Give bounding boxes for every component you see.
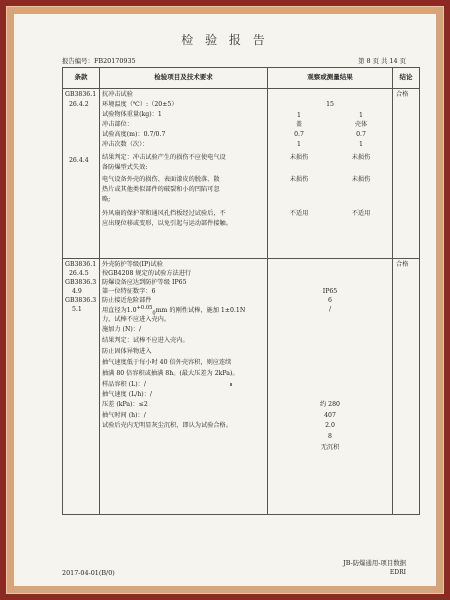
header-requirements: 检验项目及技术要求 xyxy=(100,68,268,89)
certification-logo: EDRI xyxy=(389,569,406,577)
results-cell: 15 1 1 盖 壳体 0.7 0.7 1 1 未损伤 未损伤 未损伤 未损伤 不适用 不适用 xyxy=(268,89,393,259)
requirements-cell: 外壳防护等级(IP)试验 按GB4208 规定的试验方法进行 防爆设备应达到防护等级 IP65 第一位特征数字：6 防止接近危险部件 用直径为$1.0^{+0.05}_0mm$ 的刚性试棒，施加 1±0.1N 力，试棒不应进入壳内。 施加力 (N)：/ 结果判定：试棒不应进入壳内。 防止固体异物进入 抽气速度低于每小时 40 倍外壳容积，则应连续 抽满 80 倍容积或抽满 8h。(最大压差为 2kPa)。 样品容积 (L)：/ 抽气速度 (L/h)：/ 压差 (kPa)：≤2 抽气时间 (h)：/ 试验后壳内无明显灰尘沉积，即认为试验合格。 xyxy=(100,259,268,515)
table-row xyxy=(63,89,420,259)
results-cell: IP65 6 / 约 280 407 2.0 8 无沉积 xyxy=(268,259,393,515)
clause-cell: GB3836.1 26.4.5 GB3836.3 4.9 GB3836.3 5.1 xyxy=(63,259,100,515)
page-title: 检 验 报 告 xyxy=(181,33,269,47)
header-clause: 条款 xyxy=(63,68,100,89)
ink-speck xyxy=(230,383,232,386)
form-revision: 2017-04-01(B/0) xyxy=(62,569,115,577)
report-number: 报告编号：FB20170935 xyxy=(62,57,136,65)
clause-cell: GB3836.1 26.4.2 26.4.4 xyxy=(63,89,100,259)
requirements-cell: 抗冲击试验 环境温度（℃）:（20±5） 试验物体重量(kg)：1 冲击部位： 试验高度(m)：0.7/0.7 冲击次数（次）： 结果判定：冲击试验产生的损伤不应使电气设 备防爆型式失效: 电气设备外壳的损伤、表面漆皮的脱落、散 热片或其他类似部件的破裂和小的凹陷可忽 略; 外风扇的保护罩和通风孔挡板经过试验后，不 应出现位移或变形，以免引起与运动部件接触。 xyxy=(100,89,268,259)
report-page xyxy=(14,14,436,586)
header-conclusion: 结论 xyxy=(393,68,420,89)
inspection-table xyxy=(62,67,420,515)
table-row xyxy=(63,259,420,515)
document-source: JB-防爆通用-项目数据 EDRI xyxy=(343,559,406,577)
header-results: 观察或测量结果 xyxy=(268,68,393,89)
conclusion-cell: 合格 xyxy=(393,89,420,259)
page-indicator: 第 8 页 共 14 页 xyxy=(358,57,406,65)
conclusion-cell: 合格 xyxy=(393,259,420,515)
rod-requirement: 用直径为$1.0^{+0.05}_0mm$ 的刚性试棒，施加 1±0.1N xyxy=(102,305,246,317)
